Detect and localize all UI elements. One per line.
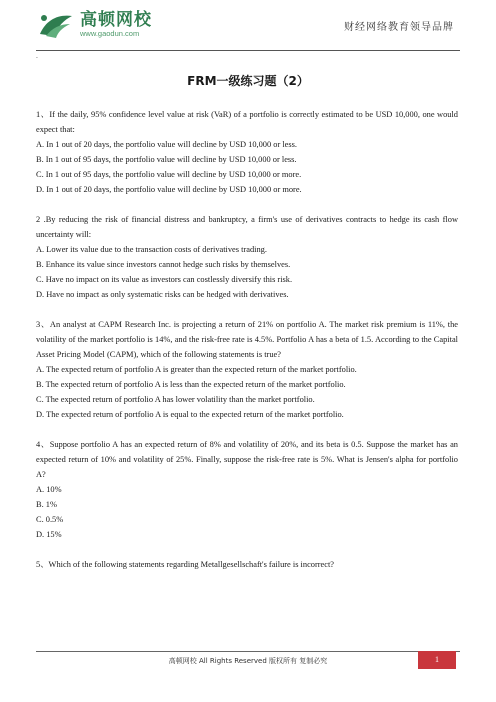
option-b: B. Enhance its value since investors cannot hedge such risks by themselves. bbox=[36, 260, 291, 269]
header-slogan: 财经网络教育领导品牌 bbox=[344, 22, 454, 33]
option-a: A. Lower its value due to the transaction costs of derivatives trading. bbox=[36, 245, 267, 254]
question-stem: 1、If the daily, 95% confidence level value at risk (VaR) of a portfolio is correctly estimated to be USD 10,000, one would expect that: bbox=[36, 110, 458, 134]
option-c: C. In 1 out of 95 days, the portfolio value will decline by USD 10,000 or more. bbox=[36, 170, 302, 179]
page-title: FRM一级练习题（2） bbox=[187, 74, 309, 88]
question-stem: 4、Suppose portfolio A has an expected return of 8% and volatility of 20%, and its beta is 0.5. Suppose the market has an expected return of 10% and volatility of 25%. Finally, suppose the risk-free rate is 5%. What is Jensen's alpha for portfolio A? bbox=[36, 440, 458, 479]
question-stem: 5、Which of the following statements regarding Metallgesellschaft's failure is incorrect? bbox=[36, 560, 335, 569]
option-d: D. Have no impact as only systematic risks can be hedged with derivatives. bbox=[36, 290, 289, 299]
question-2 bbox=[36, 212, 458, 302]
question-3 bbox=[36, 317, 458, 422]
option-b: B. The expected return of portfolio A is less than the expected return of the market portfolio. bbox=[36, 380, 346, 389]
page-number-badge: 1 bbox=[418, 651, 456, 669]
option-a: A. The expected return of portfolio A is greater than the expected return of the market portfolio. bbox=[36, 365, 357, 374]
question-list bbox=[36, 107, 458, 572]
option-b: B. 1% bbox=[36, 500, 57, 509]
option-d: D. 15% bbox=[36, 530, 62, 539]
option-a: A. 10% bbox=[36, 485, 62, 494]
question-4 bbox=[36, 437, 458, 542]
question-stem: 2 .By reducing the risk of financial distress and bankruptcy, a firm's use of derivatives contracts to hedge its cash flow uncertainty will: bbox=[36, 215, 458, 239]
option-d: D. In 1 out of 20 days, the portfolio value will decline by USD 10,000 or more. bbox=[36, 185, 302, 194]
page-header bbox=[36, 6, 460, 52]
header-dot: . bbox=[36, 53, 38, 60]
option-c: C. 0.5% bbox=[36, 515, 64, 524]
option-a: A. In 1 out of 20 days, the portfolio value will decline by USD 10,000 or less. bbox=[36, 140, 297, 149]
question-stem: 3、An analyst at CAPM Research Inc. is projecting a return of 21% on portfolio A. The market risk premium is 11%, the volatility of the market portfolio is 14%, and the risk-free rate is 4.5%. Portfolio A has a beta of 1.5. According to the Capital Asset Pricing Model (CAPM), which of the following statements is true? bbox=[36, 320, 458, 359]
option-c: C. The expected return of portfolio A has lower volatility than the market portfolio. bbox=[36, 395, 315, 404]
logo-url: www.gaodun.com bbox=[80, 29, 140, 38]
footer-divider bbox=[36, 651, 460, 652]
option-c: C. Have no impact on its value as investors can costlessly diversify this risk. bbox=[36, 275, 293, 284]
header-divider bbox=[36, 50, 460, 51]
question-1 bbox=[36, 107, 458, 197]
gaodun-logo-icon bbox=[36, 10, 76, 40]
question-5 bbox=[36, 557, 458, 572]
footer-copyright: 高顿网校 All Rights Reserved 版权所有 复制必究 bbox=[168, 657, 328, 665]
gaodun-logo bbox=[36, 10, 152, 40]
option-b: B. In 1 out of 95 days, the portfolio value will decline by USD 10,000 or less. bbox=[36, 155, 297, 164]
option-d: D. The expected return of portfolio A is equal to the expected return of the market portfolio. bbox=[36, 410, 344, 419]
logo-name: 高顿网校 bbox=[80, 10, 152, 30]
